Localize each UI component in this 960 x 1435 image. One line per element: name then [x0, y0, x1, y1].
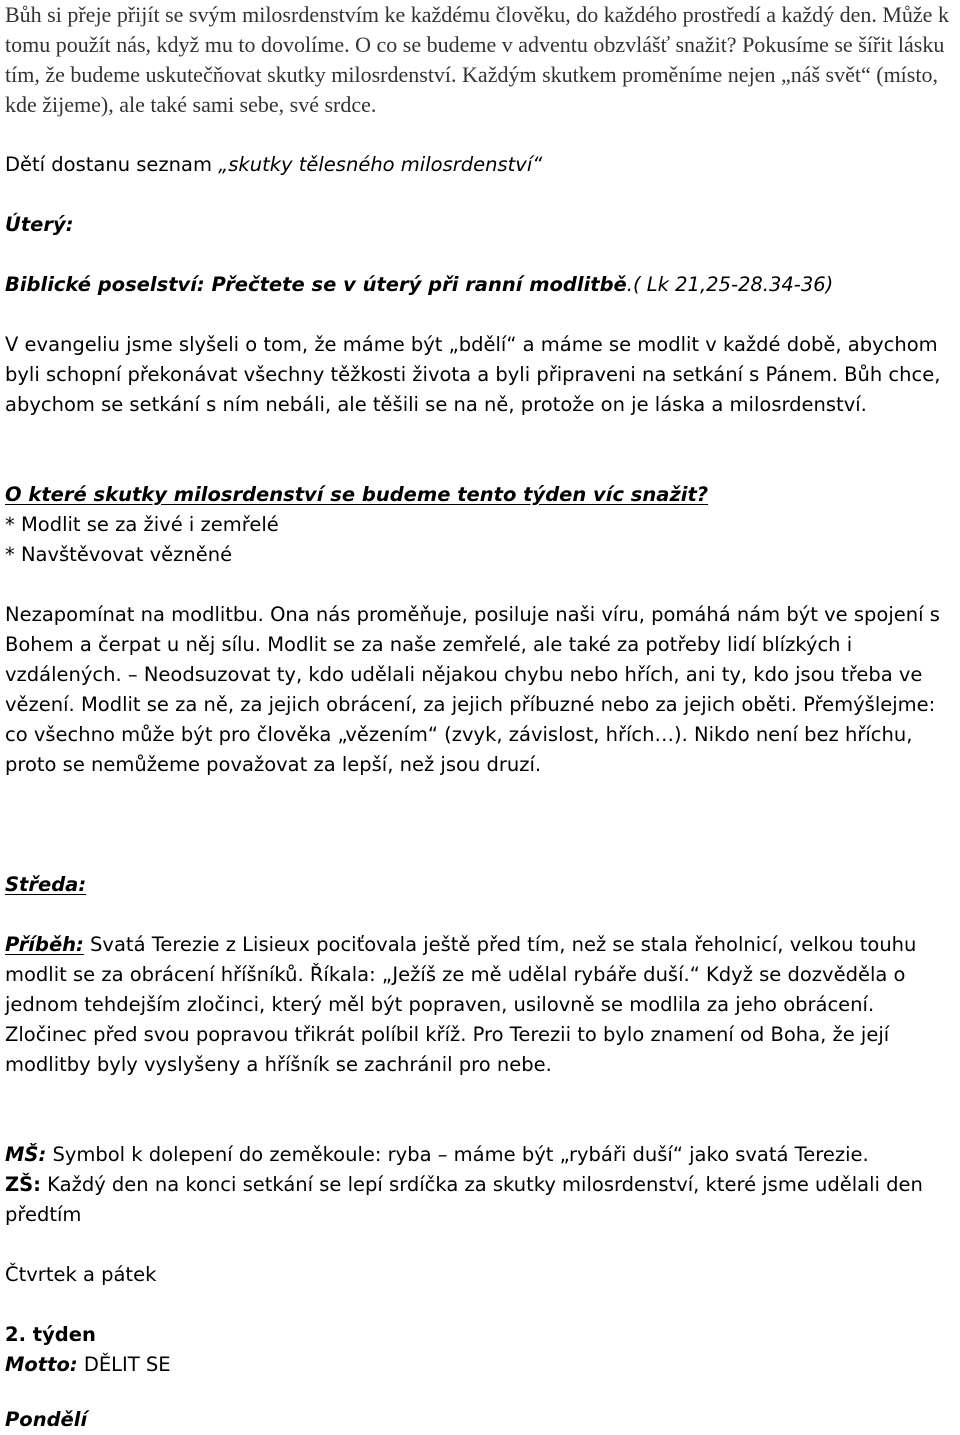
motto-text: DĚLIT SE: [77, 1353, 171, 1376]
children-list-prefix: Dětí dostanu seznam: [5, 153, 219, 176]
zs-label: ZŠ:: [5, 1173, 41, 1196]
gospel-paragraph: [5, 330, 956, 420]
intro-paragraph: [5, 0, 956, 120]
works-list-item: * Modlit se za živé i zemřelé: [5, 513, 279, 536]
biblical-reference: .( Lk 21,25-28.34-36): [626, 273, 834, 296]
motto-label: Motto:: [5, 1353, 78, 1376]
thursday-friday-heading: Čtvrtek a pátek: [5, 1263, 157, 1286]
wednesday-heading: Středa:: [5, 873, 87, 896]
tuesday-heading: Úterý:: [5, 213, 74, 236]
reflection-paragraph: [5, 600, 956, 780]
motto-line: [5, 1350, 956, 1380]
works-list-item: * Navštěvovat vězněné: [5, 543, 233, 566]
school-note: [5, 1170, 956, 1230]
ms-text: Symbol k dolepení do zeměkoule: ryba – máme být „rybáři duší“ jako svatá Terezie.: [46, 1143, 869, 1166]
biblical-message-line: [5, 270, 956, 300]
monday-heading: Pondělí: [5, 1408, 88, 1431]
story-label: Příběh:: [5, 933, 84, 956]
kindergarten-note: [5, 1140, 956, 1170]
story-text: Svatá Terezie z Lisieux pociťovala ještě před tím, než se stala řeholnicí, velkou touhu modlit se za obrácení hříšníků. Říkala: „Ježíš ze mě udělal rybáře duší.“ Když se dozvěděla o jednom tehdejším zločinci, který měl být popraven, usilovně se modlila za jeho obrácení. Zločinec před svou popravou třikrát políbil kříž. Pro Terezii to bylo znamení od Boha, že její modlitby byly vyslyšeny a hříšník se zachránil pro nebe.: [5, 933, 917, 1076]
week-2-heading: 2. týden: [5, 1323, 96, 1346]
children-list-line: [5, 150, 956, 180]
ms-label: MŠ:: [5, 1143, 47, 1166]
intro-text: Bůh si přeje přijít se svým milosrdenstvím ke každému člověku, do každého prostředí a každý den. Může k tomu použít nás, když mu to dovolíme. O co se budeme v adventu obzvlášť snažit? Pokusíme se šířit lásku tím, že budeme uskutečňovat skutky milosrdenství. Každým skutkem proměníme nejen „náš svět“ (místo, kde žijeme), ale také sami sebe, své srdce.: [5, 2, 949, 117]
zs-text: Každý den na konci setkání se lepí srdíčka za skutky milosrdenství, které jsme udělali den předtím: [5, 1173, 923, 1226]
children-list-title: „skutky tělesného milosrdenství“: [218, 153, 543, 176]
reflection-text: Nezapomínat na modlitbu. Ona nás proměňuje, posiluje naši víru, pomáhá nám být ve spojení s Bohem a čerpat u něj sílu. Modlit se za naše zemřelé, ale také za potřeby lidí blízkých i vzdálených. – Neodsuzovat ty, kdo udělali nějakou chybu nebo hřích, ani ty, kdo jsou třeba ve vězení. Modlit se za ně, za jejich obrácení, za jejich příbuzné nebo za jejich oběti. Přemýšlejme: co všechno může být pro člověka „vězením“ (zvyk, závislost, hřích…). Nikdo není bez hříchu, proto se nemůžeme považovat za lepší, než jsou druzí.: [5, 603, 940, 776]
works-list: [5, 510, 956, 570]
gospel-text: V evangeliu jsme slyšeli o tom, že máme být „bdělí“ a máme se modlit v každé době, abychom byli schopní překonávat všechny těžkosti života a byli připraveni na setkání s Pánem. Bůh chce, abychom se setkání s ním nebáli, ale těšili se na ně, protože on je láska a milosrdenství.: [5, 333, 941, 416]
story-paragraph: [5, 930, 956, 1080]
biblical-message-label: Biblické poselství: Přečtete se v úterý při ranní modlitbě: [5, 273, 627, 296]
works-question: O které skutky milosrdenství se budeme tento týden víc snažit?: [5, 483, 709, 506]
